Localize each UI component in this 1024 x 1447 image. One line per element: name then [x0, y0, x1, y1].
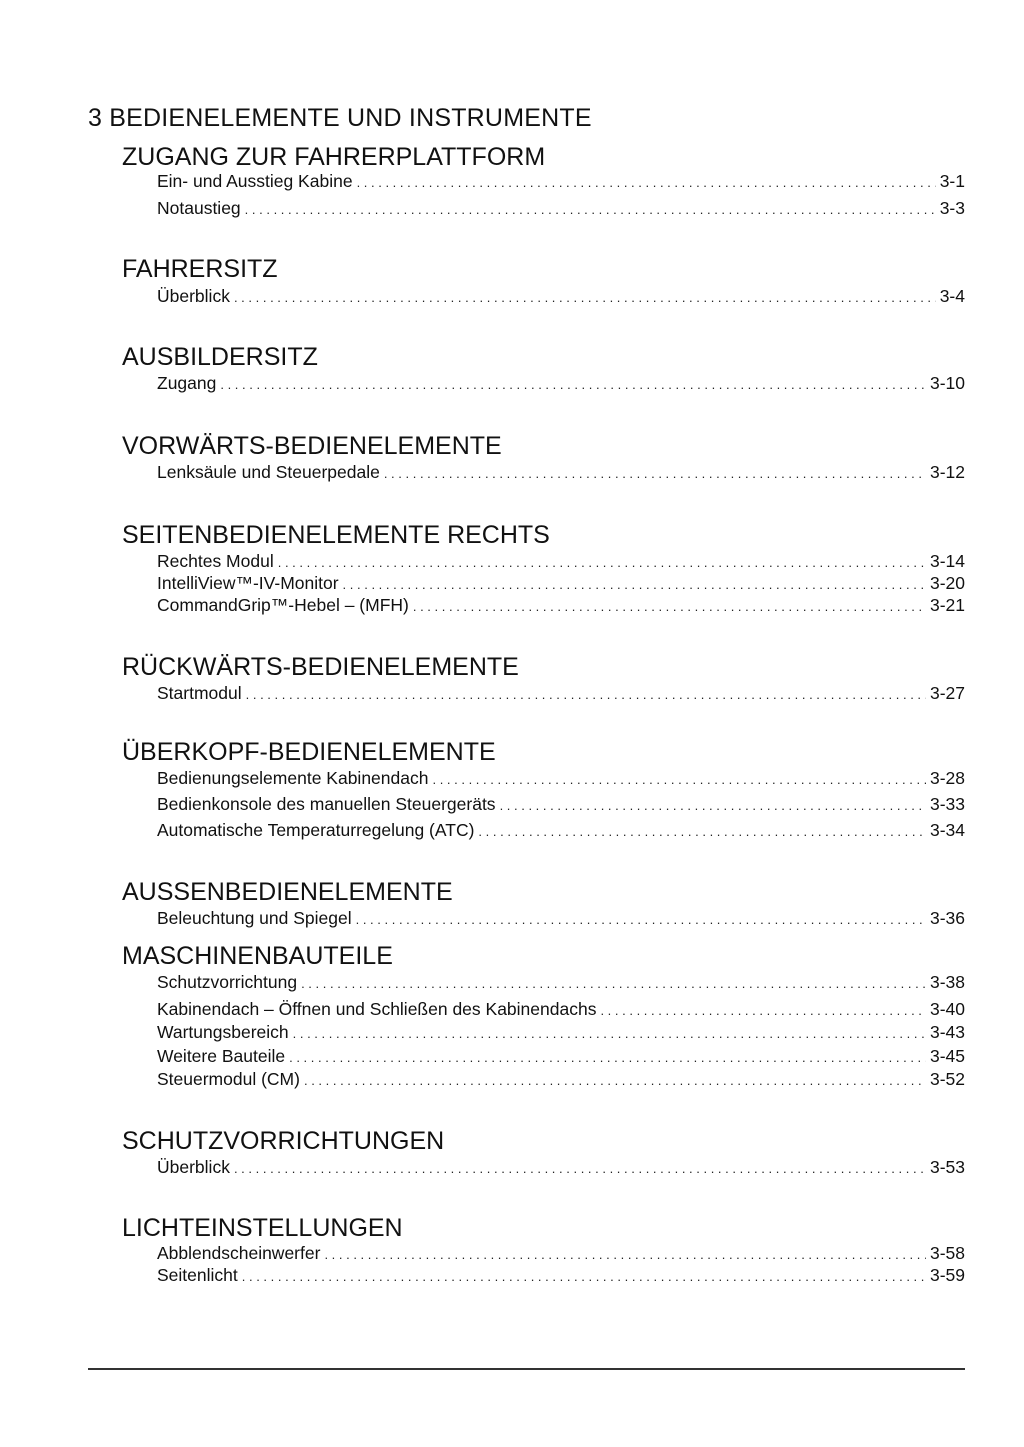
dot-leader	[600, 1000, 926, 1022]
toc-entry-page: 3-28	[929, 768, 965, 788]
dot-leader	[293, 1023, 926, 1045]
toc-entry-page: 3-21	[929, 595, 965, 615]
toc-entry-page: 3-33	[929, 794, 965, 814]
toc-entry[interactable]	[157, 1021, 965, 1043]
toc-entry-page: 3-59	[929, 1265, 965, 1285]
section-title: AUSBILDERSITZ	[122, 343, 318, 371]
dot-leader	[301, 973, 926, 995]
dot-leader	[432, 769, 926, 791]
toc-entry-page: 3-20	[929, 573, 965, 593]
section-title: ÜBERKOPF-BEDIENELEMENTE	[122, 738, 496, 766]
toc-entry-label: Überblick	[157, 286, 230, 306]
dot-leader	[384, 463, 926, 485]
toc-entry-page: 3-14	[929, 551, 965, 571]
chapter-title: 3 BEDIENELEMENTE UND INSTRUMENTE	[88, 104, 592, 132]
dot-leader	[343, 574, 926, 596]
toc-entry[interactable]	[157, 819, 965, 841]
toc-entry-page: 3-10	[929, 373, 965, 393]
section-title: AUSSENBEDIENELEMENTE	[122, 878, 453, 906]
dot-leader	[289, 1047, 926, 1069]
toc-entry-label: Wartungsbereich	[157, 1022, 289, 1042]
toc-entry-page: 3-38	[929, 972, 965, 992]
toc-entry[interactable]	[157, 1242, 965, 1264]
toc-entry-label: Startmodul	[157, 683, 242, 703]
dot-leader	[500, 795, 926, 817]
footer-divider	[88, 1368, 965, 1370]
section-title: SEITENBEDIENELEMENTE RECHTS	[122, 521, 550, 549]
dot-leader	[478, 821, 926, 843]
toc-entry-label: Seitenlicht	[157, 1265, 238, 1285]
dot-leader	[245, 199, 936, 221]
dot-leader	[324, 1244, 926, 1266]
section-title: MASCHINENBAUTEILE	[122, 942, 393, 970]
toc-entry[interactable]	[157, 1156, 965, 1178]
toc-entry-label: Ein- und Ausstieg Kabine	[157, 171, 353, 191]
toc-entry-label: Kabinendach – Öffnen und Schließen des Kabinendachs	[157, 999, 597, 1019]
toc-entry[interactable]	[157, 1264, 965, 1286]
toc-entry-label: Abblendscheinwerfer	[157, 1243, 321, 1263]
toc-entry-label: Lenksäule und Steuerpedale	[157, 462, 380, 482]
toc-entry[interactable]	[157, 971, 965, 993]
toc-entry-page: 3-36	[929, 908, 965, 928]
toc-entry-page: 3-27	[929, 683, 965, 703]
dot-leader	[234, 1158, 926, 1180]
section-title: LICHTEINSTELLUNGEN	[122, 1214, 403, 1242]
dot-leader	[357, 172, 936, 194]
dot-leader	[356, 909, 926, 931]
toc-entry[interactable]	[157, 461, 965, 483]
toc-entry-page: 3-45	[929, 1046, 965, 1066]
toc-entry-label: Zugang	[157, 373, 217, 393]
toc-entry-page: 3-34	[929, 820, 965, 840]
toc-entry-page: 3-52	[929, 1069, 965, 1089]
toc-entry-label: Beleuchtung und Spiegel	[157, 908, 352, 928]
toc-entry-label: Bedienungselemente Kabinendach	[157, 768, 429, 788]
toc-entry-page: 3-12	[929, 462, 965, 482]
dot-leader	[220, 374, 926, 396]
dot-leader	[413, 596, 926, 618]
toc-entry-label: Weitere Bauteile	[157, 1046, 286, 1066]
toc-entry-page: 3-53	[929, 1157, 965, 1177]
toc-entry-label: Überblick	[157, 1157, 230, 1177]
toc-entry-page: 3-1	[939, 171, 965, 191]
toc-entry-label: CommandGrip™-Hebel – (MFH)	[157, 595, 409, 615]
toc-entry-page: 3-58	[929, 1243, 965, 1263]
toc-entry-label: Schutzvorrichtung	[157, 972, 298, 992]
section-title: VORWÄRTS-BEDIENELEMENTE	[122, 432, 502, 460]
dot-leader	[278, 552, 926, 574]
toc-entry[interactable]	[157, 767, 965, 789]
toc-entry-label: Automatische Temperaturregelung (ATC)	[157, 820, 475, 840]
dot-leader	[234, 287, 936, 309]
toc-entry[interactable]	[157, 170, 965, 192]
toc-entry-label: Bedienkonsole des manuellen Steuergeräts	[157, 794, 496, 814]
toc-entry[interactable]	[157, 197, 965, 219]
section-title: FAHRERSITZ	[122, 255, 278, 283]
toc-entry-label: Steuermodul (CM)	[157, 1069, 300, 1089]
toc-entry[interactable]	[157, 1068, 965, 1090]
toc-entry-label: Rechtes Modul	[157, 551, 274, 571]
toc-entry-label: Notaustieg	[157, 198, 241, 218]
toc-entry[interactable]	[157, 907, 965, 929]
toc-entry[interactable]	[157, 572, 965, 594]
section-title: ZUGANG ZUR FAHRERPLATTFORM	[122, 143, 546, 171]
toc-entry[interactable]	[157, 793, 965, 815]
toc-entry[interactable]	[157, 1045, 965, 1067]
toc-entry[interactable]	[157, 594, 965, 616]
dot-leader	[246, 684, 926, 706]
toc-entry[interactable]	[157, 998, 965, 1020]
dot-leader	[242, 1266, 926, 1288]
toc-entry-page: 3-40	[929, 999, 965, 1019]
section-title: RÜCKWÄRTS-BEDIENELEMENTE	[122, 653, 519, 681]
toc-entry-page: 3-4	[939, 286, 965, 306]
toc-entry[interactable]	[157, 372, 965, 394]
toc-entry-label: IntelliView™-IV-Monitor	[157, 573, 339, 593]
section-title: SCHUTZVORRICHTUNGEN	[122, 1127, 445, 1155]
toc-entry[interactable]	[157, 550, 965, 572]
dot-leader	[304, 1070, 926, 1092]
toc-entry-page: 3-43	[929, 1022, 965, 1042]
toc-entry[interactable]	[157, 682, 965, 704]
toc-entry-page: 3-3	[939, 198, 965, 218]
toc-entry[interactable]	[157, 285, 965, 307]
